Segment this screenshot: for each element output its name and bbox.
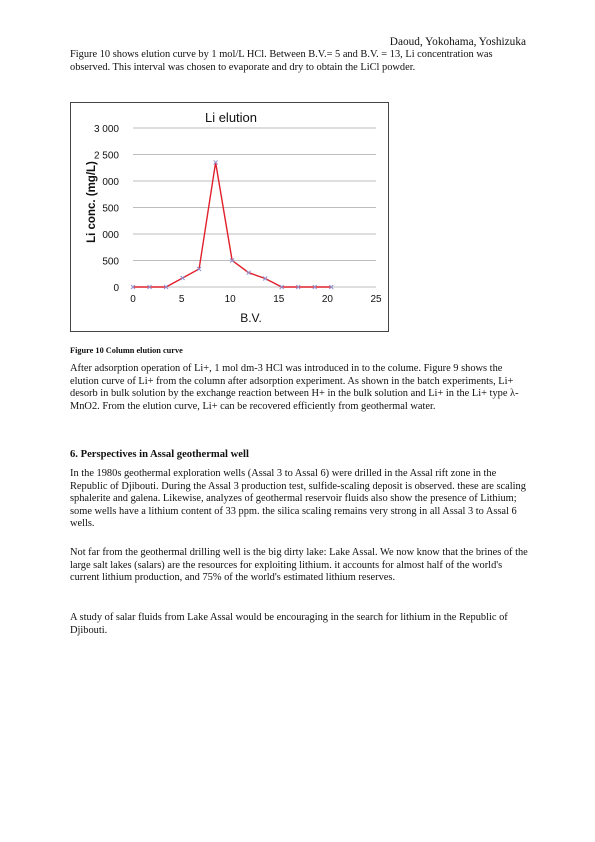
chart-grid (133, 128, 376, 287)
y-tick-label: 0 (113, 283, 119, 294)
paragraph-elution-discussion: After adsorption operation of Li+, 1 mol dm-3 HCl was introduced in to the colume. Figure 9 shows the elution curve of Li+ from the column after adsorption experiment. As shown in the batch experiments, Li+ desorb in bulk solution by the exchange reaction between H+ in the bulk solution and Li+ in the Li+ type λ-MnO2. From the elution curve, Li+ can be recovered efficiently from geothermal water. (70, 363, 519, 412)
paragraph-assal-wells: In the 1980s geothermal exploration wells (Assal 3 to Assal 6) were drilled in the Assal rift zone in the Republic of Djibouti. During the Assal 3 production test, sulfide-scaling deposit is observed. these are scaling sphalerite and galena. Likewise, analyzes of geothermal reservoir fluids also show the presence of Lithium; some wells have a lithium content of 33 ppm. the silica scaling remains very strong in all Assal 3 to Assal 6 wells. (70, 468, 526, 530)
paragraph-lake-assal: Not far from the geothermal drilling well is the big dirty lake: Lake Assal. We now know that the brines of the large salt lakes (salars) are the resources for exploiting lithium. it accounts for almost half of the world's current lithium production, and 75% of the world's estimated lithium reserves. (70, 547, 528, 584)
paragraph-conclusion: A study of salar fluids from Lake Assal would be encouraging in the search for lithium in the Republic of Djibouti. (70, 612, 508, 636)
y-axis-label: Li conc. (mg/L) (86, 161, 98, 243)
elution-chart-svg (71, 103, 388, 331)
y-tick-label: 000 (102, 177, 119, 188)
x-tick-label: 0 (130, 294, 136, 305)
x-tick-label: 25 (370, 294, 382, 305)
x-tick-label: 5 (178, 294, 185, 305)
figure-caption: Figure 10 Column elution curve (70, 346, 183, 355)
x-tick-label: 15 (273, 294, 285, 305)
x-tick-label: 10 (224, 294, 236, 305)
y-tick-label: 000 (102, 230, 119, 241)
y-tick-label: 3 000 (93, 124, 119, 135)
chart-title: Li elution (204, 110, 258, 125)
x-axis-label: B.V. (240, 311, 262, 325)
chart-axes (94, 124, 382, 305)
page-header: Daoud, Yokohama, Yoshizuka (389, 36, 526, 48)
section-heading: 6. Perspectives in Assal geothermal well (70, 449, 249, 460)
chart-series (131, 160, 333, 289)
y-tick-label: 500 (102, 203, 119, 215)
y-tick-label: 500 (102, 256, 119, 268)
paragraph-figure-intro: Figure 10 shows elution curve by 1 mol/L HCl. Between B.V.= 5 and B.V. = 13, Li concentration was observed. This interval was chosen to evaporate and dry to obtain the LiCl powder. (70, 49, 493, 73)
y-tick-label: 2 500 (93, 150, 119, 162)
figure-10-chart (70, 102, 389, 332)
x-tick-label: 20 (321, 294, 333, 305)
